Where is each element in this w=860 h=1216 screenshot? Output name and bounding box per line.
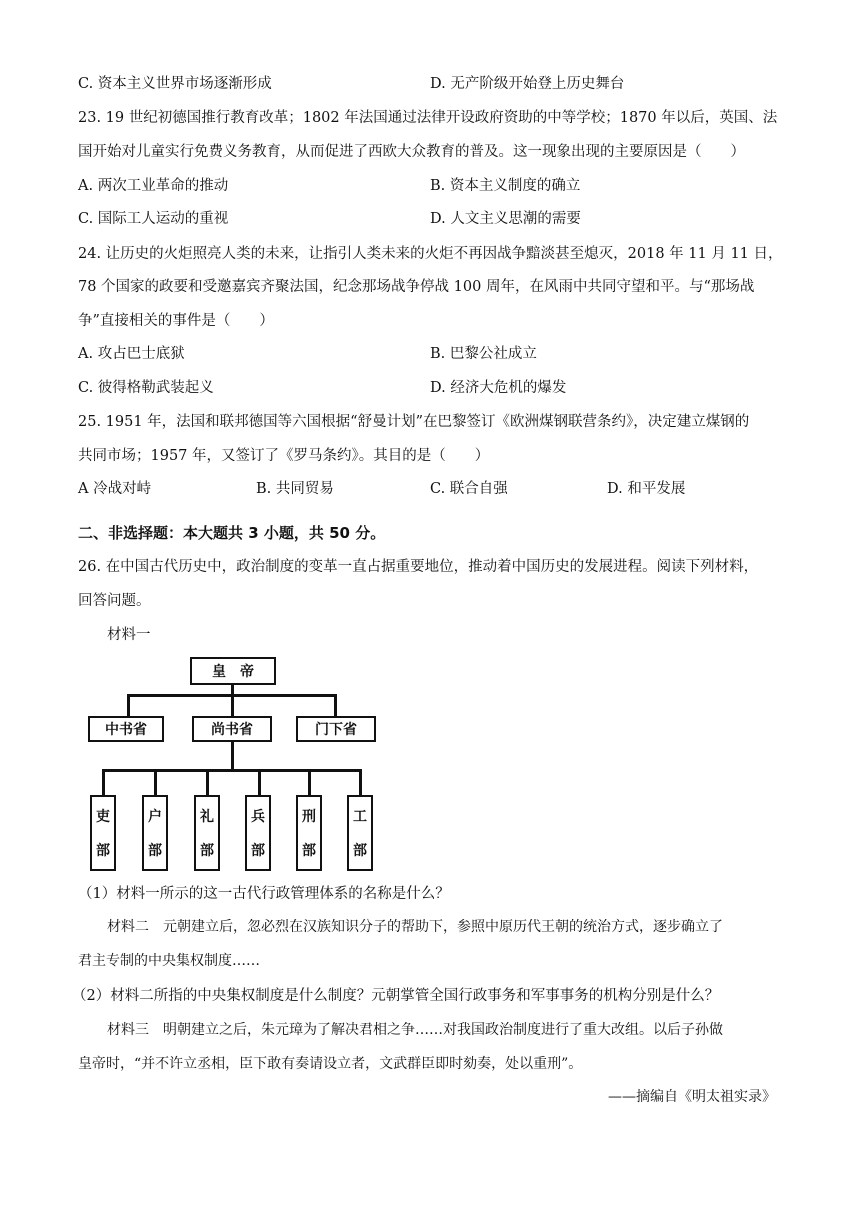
- ministry-char: 吏: [96, 809, 110, 825]
- ministry-char: 户: [148, 809, 162, 825]
- q25-stem-line2: 共同市场；1957 年，又签订了《罗马条约》。其目的是（ ）: [78, 448, 490, 464]
- q23-stem-line1: 23. 19 世纪初德国推行教育改革；1802 年法国通过法律开设政府资助的中等学校；1870 年以后，英国、法: [78, 110, 778, 126]
- q23-option-b: B. 资本主义制度的确立: [430, 178, 581, 194]
- q26-subquestion-2: （2）材料二所指的中央集权制度是什么制度？元朝掌管全国行政事务和军事事务的机构分别是什么？: [72, 988, 720, 1004]
- connector: [206, 769, 209, 795]
- q24-stem-line1: 24. 让历史的火炬照亮人类的未来，让指引人类未来的火炬不再因战争黯淡甚至熄灭，2018 年 11 月 11 日，: [78, 246, 783, 262]
- q22-option-d: D. 无产阶级开始登上历史舞台: [430, 76, 625, 92]
- ministry-char: 礼: [200, 809, 214, 825]
- connector: [258, 769, 261, 795]
- connector: [231, 694, 234, 716]
- q25-option-d: D. 和平发展: [607, 481, 686, 497]
- material-2-line1: 材料二 元朝建立后，忽必烈在汉族知识分子的帮助下，参照中原历代王朝的统治方式，逐步确立了: [107, 919, 723, 935]
- q25-option-c: C. 联合自强: [430, 481, 508, 497]
- ministry-war-box: [245, 795, 271, 871]
- ministry-char: 部: [200, 843, 214, 859]
- connector: [334, 694, 337, 716]
- ministry-char: 部: [148, 843, 162, 859]
- q26-stem-line1: 26. 在中国古代历史中，政治制度的变革一直占据重要地位，推动着中国历史的发展进程。阅读下列材料，: [78, 559, 759, 575]
- connector: [154, 769, 157, 795]
- material-3-line2: 皇帝时，“并不许立丞相，臣下敢有奏请设立者，文武群臣即时劾奏，处以重刑”。: [78, 1056, 583, 1072]
- q24-option-a: A. 攻占巴士底狱: [78, 346, 185, 362]
- q23-option-c: C. 国际工人运动的重视: [78, 211, 229, 227]
- ministry-char: 部: [96, 843, 110, 859]
- q24-option-c: C. 彼得格勒武装起义: [78, 380, 214, 396]
- emperor-box: 皇 帝: [190, 657, 276, 685]
- ministry-char: 兵: [251, 809, 265, 825]
- ministry-rites-box: [194, 795, 220, 871]
- ministry-char: 部: [353, 843, 367, 859]
- q24-option-d: D. 经济大危机的爆发: [430, 380, 567, 396]
- q22-option-c: C. 资本主义世界市场逐渐形成: [78, 76, 272, 92]
- section-2-heading: 二、非选择题：本大题共 3 小题，共 50 分。: [78, 524, 386, 542]
- ministry-char: 部: [251, 843, 265, 859]
- q24-stem-line2: 78 个国家的政要和受邀嘉宾齐聚法国，纪念那场战争停战 100 周年，在风雨中共同守望和平。与“那场战: [78, 279, 755, 295]
- material-3-source: ——摘编自《明太祖实录》: [608, 1089, 776, 1105]
- q26-stem-line2: 回答问题。: [78, 593, 151, 609]
- ministry-char: 工: [353, 809, 367, 825]
- ministry-justice-box: [296, 795, 322, 871]
- material-3-line1: 材料三 明朝建立之后，朱元璋为了解决君相之争……对我国政治制度进行了重大改组。以后子孙做: [107, 1022, 723, 1038]
- ministry-personnel-box: [90, 795, 116, 871]
- zhongshu-box: 中书省: [88, 716, 164, 742]
- q24-option-b: B. 巴黎公社成立: [430, 346, 537, 362]
- q25-option-a: A 冷战对峙: [78, 481, 152, 497]
- q24-stem-line3: 争”直接相关的事件是（ ）: [78, 313, 274, 329]
- q26-subquestion-1: （1）材料一所示的这一古代行政管理体系的名称是什么？: [78, 886, 450, 902]
- connector: [127, 694, 130, 716]
- shangshu-box: 尚书省: [192, 716, 272, 742]
- three-departments-six-ministries-diagram: [78, 652, 378, 877]
- connector: [231, 742, 234, 770]
- connector: [102, 769, 362, 772]
- connector: [359, 769, 362, 795]
- ministry-char: 刑: [302, 809, 316, 825]
- material-1-label: 材料一: [107, 627, 151, 643]
- menxia-box: 门下省: [296, 716, 376, 742]
- q23-stem-line2: 国开始对儿童实行免费义务教育，从而促进了西欧大众教育的普及。这一现象出现的主要原因是（ ）: [78, 144, 745, 160]
- q23-option-a: A. 两次工业革命的推动: [78, 178, 229, 194]
- ministry-char: 部: [302, 843, 316, 859]
- q23-option-d: D. 人文主义思潮的需要: [430, 211, 581, 227]
- connector: [102, 769, 105, 795]
- ministry-works-box: [347, 795, 373, 871]
- ministry-revenue-box: [142, 795, 168, 871]
- connector: [308, 769, 311, 795]
- q25-option-b: B. 共同贸易: [256, 481, 334, 497]
- material-2-line2: 君主专制的中央集权制度……: [78, 953, 260, 969]
- q25-stem-line1: 25. 1951 年，法国和联邦德国等六国根据“舒曼计划”在巴黎签订《欧洲煤钢联营条约》，决定建立煤钢的: [78, 414, 750, 430]
